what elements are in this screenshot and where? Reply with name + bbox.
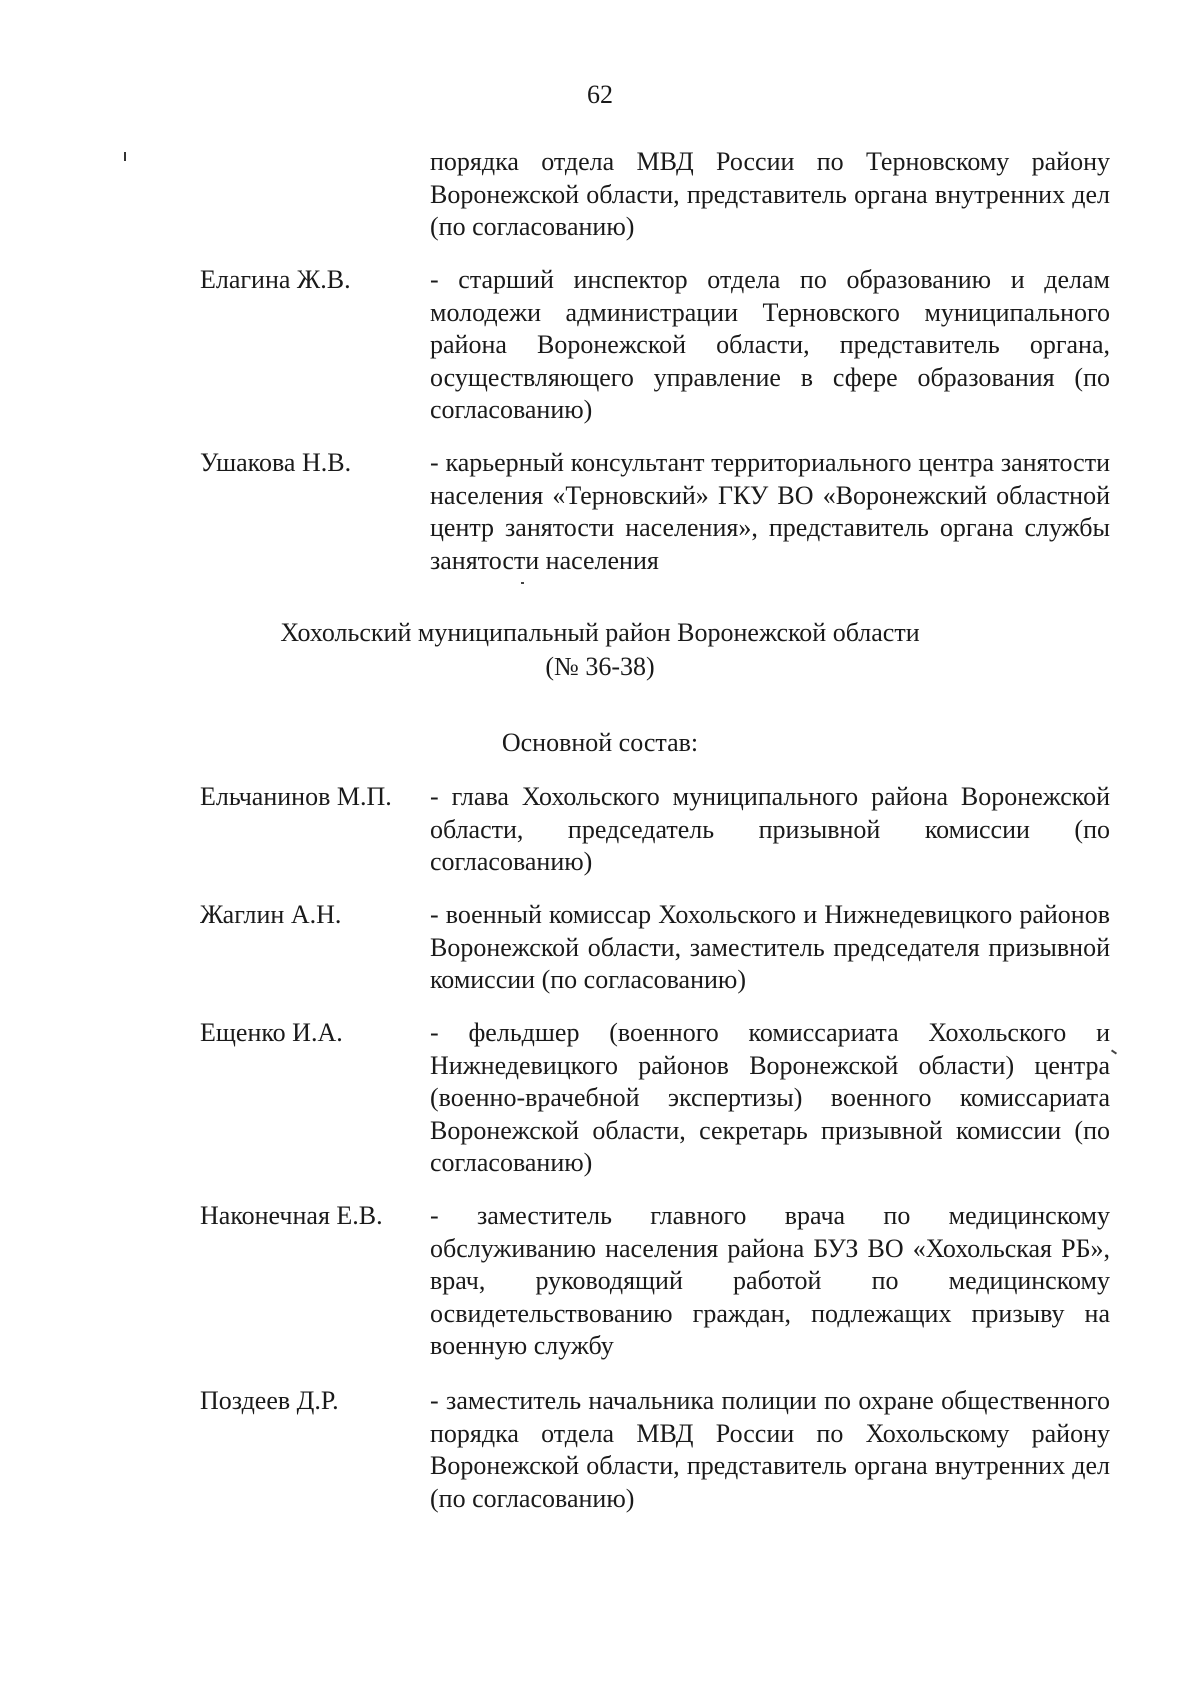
member-description: - фельдшер (военного комиссариата Хохольского и Нижнедевицкого районов Воронежской области) центра (военно-врачебной экспертизы) военного комиссариата Воронежской области, секретарь призывной комиссии (по согласованию) <box>430 1018 1110 1177</box>
member-description: порядка отдела МВД России по Терновскому району Воронежской области, представитель органа внутренних дел (по согласованию) <box>430 147 1110 241</box>
page-number: 62 <box>587 80 613 109</box>
member-description: - старший инспектор отдела по образованию и делам молодежи администрации Терновского муниципального района Воронежской области, представитель органа, осуществляющего управление в сфере образования (по согласованию) <box>430 265 1110 424</box>
member-name: Поздеев Д.Р. <box>200 1386 339 1415</box>
member-description: - заместитель главного врача по медицинскому обслуживанию населения района БУЗ ВО «Хохольская РБ», врач, руководящий работой по медицинскому освидетельствованию граждан, подлежащих призыву на военную службу <box>430 1201 1110 1360</box>
section-subtitle: Основной состав: <box>501 728 699 757</box>
member-name: Жаглин А.Н. <box>200 900 342 929</box>
member-description: - заместитель начальника полиции по охране общественного порядка отдела МВД России по Хохольскому району Воронежской области, представитель органа внутренних дел (по согласованию) <box>430 1386 1110 1513</box>
member-name: Ушакова Н.В. <box>200 448 352 477</box>
member-name: Елагина Ж.В. <box>200 265 351 294</box>
member-description: - военный комиссар Хохольского и Нижнедевицкого районов Воронежской области, заместитель председателя призывной комиссии (по согласованию) <box>430 900 1110 994</box>
member-description: - карьерный консультант территориального центра занятости населения «Терновский» ГКУ ВО «Воронежский областной центр занятости населения», представитель органа службы занятости населения <box>430 448 1110 575</box>
scan-artifact <box>1111 1049 1117 1054</box>
member-description: - глава Хохольского муниципального района Воронежской области, председатель призывной комиссии (по согласованию) <box>430 782 1110 876</box>
section-title: Хохольский муниципальный район Воронежской области <box>280 618 920 647</box>
scan-artifact <box>521 582 524 584</box>
scan-artifact <box>124 152 126 161</box>
member-name: Ещенко И.А. <box>200 1018 343 1047</box>
section-numbers: (№ 36-38) <box>545 652 655 681</box>
member-name: Наконечная Е.В. <box>200 1201 383 1230</box>
member-name: Ельчанинов М.П. <box>200 782 392 811</box>
